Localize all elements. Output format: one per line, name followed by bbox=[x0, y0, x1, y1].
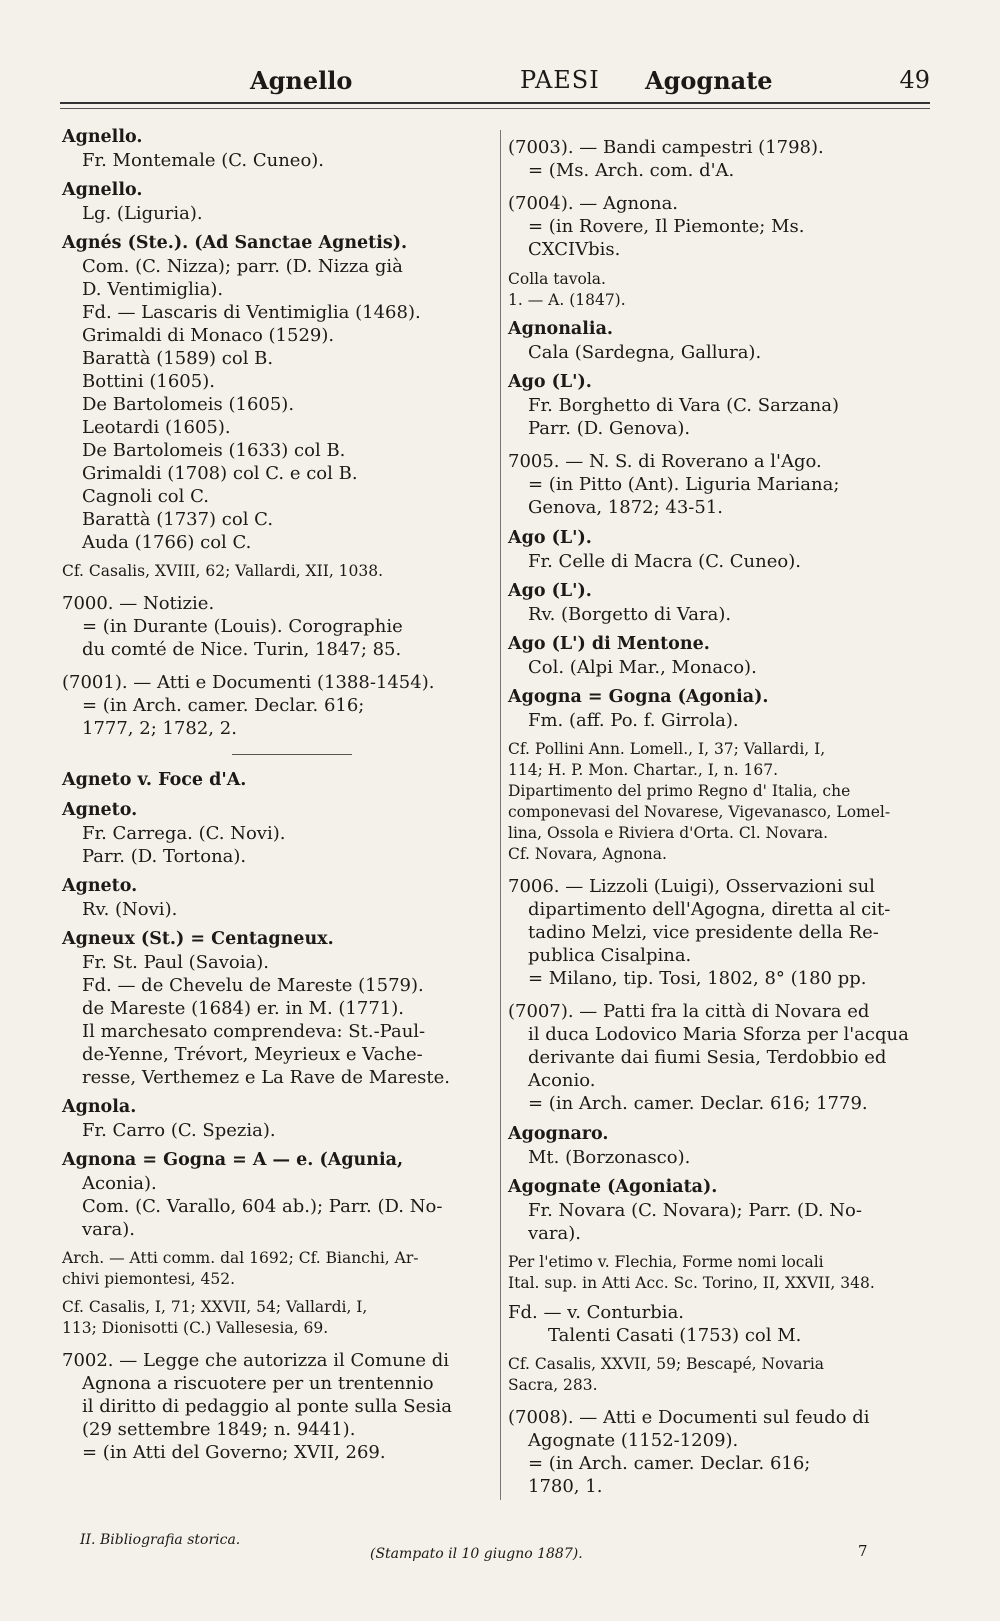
note-line: Arch. — Atti comm. dal 1692; Cf. Bianchi, Ar- bbox=[62, 1249, 419, 1267]
entry bbox=[508, 371, 923, 440]
note-line: Ital. sup. in Atti Acc. Sc. Torino, II, XXVII, 348. bbox=[508, 1274, 875, 1292]
entry-heading: Ago (L'). bbox=[508, 372, 592, 392]
entry-heading: Agognate (Agoniata). bbox=[508, 1177, 718, 1197]
bibliography-line: Agnona a riscuotere per un trentennio bbox=[82, 1373, 434, 1394]
entry bbox=[508, 1406, 923, 1498]
bibliography-line: Agognate (1152-1209). bbox=[528, 1430, 739, 1451]
entry-heading: Agneto v. Foce d'A. bbox=[62, 770, 247, 790]
bibliography-line: (29 settembre 1849; n. 9441). bbox=[82, 1419, 356, 1440]
entry bbox=[508, 318, 923, 364]
entry-line: Fm. (aff. Po. f. Girrola). bbox=[528, 710, 739, 731]
entry-line: Auda (1766) col C. bbox=[82, 532, 252, 553]
entry-line: Fd. — Lascaris di Ventimiglia (1468). bbox=[82, 302, 421, 323]
entry-line: Com. (C. Varallo, 604 ab.); Parr. (D. No- bbox=[82, 1196, 443, 1217]
entry-line: Mt. (Borzonasco). bbox=[528, 1147, 691, 1168]
note-line: Cf. Casalis, I, 71; XXVII, 54; Vallardi, I, bbox=[62, 1298, 368, 1316]
entry-heading: Agnona = Gogna = A — e. (Agunia, bbox=[62, 1150, 404, 1170]
bibliography-line: il duca Lodovico Maria Sforza per l'acqua bbox=[528, 1024, 909, 1045]
entry bbox=[62, 799, 477, 868]
bibliography-number: (7007). — Patti fra la città di Novara ed bbox=[508, 1001, 870, 1022]
column-divider bbox=[500, 130, 501, 1500]
entry bbox=[62, 1248, 477, 1290]
entry bbox=[62, 1297, 477, 1339]
entry bbox=[508, 686, 923, 732]
header-left-term: Agnello bbox=[250, 66, 353, 95]
note-line: Sacra, 283. bbox=[508, 1376, 598, 1394]
bibliography-line: dipartimento dell'Agogna, diretta al cit- bbox=[528, 899, 891, 920]
page-number: 49 bbox=[899, 66, 930, 94]
bibliography-line: = (in Durante (Louis). Corographie bbox=[82, 616, 403, 637]
footer-signature: II. Bibliografia storica. bbox=[80, 1532, 241, 1548]
entry bbox=[62, 769, 477, 792]
entry bbox=[62, 1349, 477, 1464]
entry bbox=[508, 1301, 923, 1347]
bibliography-line: = (in Rovere, Il Piemonte; Ms. bbox=[528, 216, 805, 237]
entry-line: de Mareste (1684) er. in M. (1771). bbox=[82, 998, 404, 1019]
bibliography-line: = (in Arch. camer. Declar. 616; bbox=[82, 695, 365, 716]
entry-line: Cagnoli col C. bbox=[82, 486, 209, 507]
header-rule-thin bbox=[60, 108, 930, 109]
entry-heading: Ago (L'). bbox=[508, 581, 592, 601]
entry bbox=[508, 450, 923, 519]
entry bbox=[62, 671, 477, 740]
entry-line: vara). bbox=[528, 1223, 581, 1244]
bibliography-line: tadino Melzi, vice presidente della Re- bbox=[528, 922, 879, 943]
entry bbox=[62, 126, 477, 172]
entry-line: Parr. (D. Genova). bbox=[528, 418, 691, 439]
entry-line: vara). bbox=[82, 1219, 135, 1240]
bibliography-line: = (in Pitto (Ant). Liguria Mariana; bbox=[528, 474, 840, 495]
bibliography-number: (7008). — Atti e Documenti sul feudo di bbox=[508, 1407, 870, 1428]
entry-heading: Agnello. bbox=[62, 127, 143, 147]
entry-line: Fd. — v. Conturbia. bbox=[508, 1302, 685, 1323]
bibliography-number: (7001). — Atti e Documenti (1388-1454). bbox=[62, 672, 435, 693]
entry-heading: Agnola. bbox=[62, 1097, 137, 1117]
entry bbox=[508, 1354, 923, 1396]
bibliography-number: (7003). — Bandi campestri (1798). bbox=[508, 137, 824, 158]
bibliography-line: du comté de Nice. Turin, 1847; 85. bbox=[82, 639, 402, 660]
entry-heading: Agnello. bbox=[62, 180, 143, 200]
bibliography-line: derivante dai fiumi Sesia, Terdobbio ed bbox=[528, 1047, 887, 1068]
entry-line: D. Ventimiglia). bbox=[82, 279, 224, 300]
bibliography-line: = (in Arch. camer. Declar. 616; bbox=[528, 1453, 811, 1474]
entry bbox=[508, 1000, 923, 1115]
bibliography-line: il diritto di pedaggio al ponte sulla Sesia bbox=[82, 1396, 452, 1417]
bibliography-line: = (in Arch. camer. Declar. 616; 1779. bbox=[528, 1093, 868, 1114]
header-section-title: PAESI bbox=[520, 66, 600, 94]
note-line: Per l'etimo v. Flechia, Forme nomi locali bbox=[508, 1253, 824, 1271]
entry-line: Grimaldi (1708) col C. e col B. bbox=[82, 463, 358, 484]
bibliography-line: publica Cisalpina. bbox=[528, 945, 692, 966]
note-line: 113; Dionisotti (C.) Vallesesia, 69. bbox=[62, 1319, 329, 1337]
entry-line: Fr. Borghetto di Vara (C. Sarzana) bbox=[528, 395, 839, 416]
bibliography-number: 7000. — Notizie. bbox=[62, 593, 215, 614]
entry bbox=[62, 561, 477, 582]
left-column bbox=[62, 126, 477, 1472]
entry bbox=[508, 875, 923, 990]
bibliography-number: 7005. — N. S. di Roverano a l'Ago. bbox=[508, 451, 822, 472]
note-line: lina, Ossola e Riviera d'Orta. Cl. Novara. bbox=[508, 824, 829, 842]
entry-heading: Ago (L') di Mentone. bbox=[508, 634, 710, 654]
entry-line: resse, Verthemez e La Rave de Mareste. bbox=[82, 1067, 451, 1088]
note-line: 1. — A. (1847). bbox=[508, 291, 626, 309]
entry-line: Fr. Carro (C. Spezia). bbox=[82, 1120, 276, 1141]
entry-line: Grimaldi di Monaco (1529). bbox=[82, 325, 335, 346]
entry-heading: Ago (L'). bbox=[508, 528, 592, 548]
entry-line: Fd. — de Chevelu de Mareste (1579). bbox=[82, 975, 424, 996]
entry-line: Rv. (Borgetto di Vara). bbox=[528, 604, 732, 625]
bibliography-number: 7006. — Lizzoli (Luigi), Osservazioni sul bbox=[508, 876, 875, 897]
entry-heading: Agogna = Gogna (Agonia). bbox=[508, 687, 769, 707]
entry-line: Talenti Casati (1753) col M. bbox=[548, 1325, 802, 1346]
entry-line: Il marchesato comprendeva: St.-Paul- bbox=[82, 1021, 426, 1042]
entry bbox=[62, 928, 477, 1089]
entry-line: Com. (C. Nizza); parr. (D. Nizza già bbox=[82, 256, 403, 277]
entry-line: Lg. (Liguria). bbox=[82, 203, 203, 224]
entry bbox=[62, 1149, 477, 1241]
entry-line: De Bartolomeis (1633) col B. bbox=[82, 440, 346, 461]
entry-line: Col. (Alpi Mar., Monaco). bbox=[528, 657, 757, 678]
bibliography-number: (7004). — Agnona. bbox=[508, 193, 679, 214]
entry bbox=[62, 1096, 477, 1142]
footer-print-date: (Stampato il 10 giugno 1887). bbox=[370, 1546, 583, 1562]
entry bbox=[62, 232, 477, 554]
entry-line: Bottini (1605). bbox=[82, 371, 215, 392]
entry bbox=[508, 192, 923, 261]
entry-heading: Agneto. bbox=[62, 876, 138, 896]
entry-heading: Agneto. bbox=[62, 800, 138, 820]
entry-heading: Agnés (Ste.). (Ad Sanctae Agnetis). bbox=[62, 233, 408, 253]
bibliography-line: CXCIVbis. bbox=[528, 239, 621, 260]
entry bbox=[508, 269, 923, 311]
entry-line: de-Yenne, Trévort, Meyrieux e Vache- bbox=[82, 1044, 423, 1065]
header-rule bbox=[60, 102, 930, 104]
entry-line: Rv. (Novi). bbox=[82, 899, 178, 920]
entry-line: De Bartolomeis (1605). bbox=[82, 394, 295, 415]
bibliography-line: = (in Atti del Governo; XVII, 269. bbox=[82, 1442, 386, 1463]
note-line: Colla tavola. bbox=[508, 270, 606, 288]
entry bbox=[62, 592, 477, 661]
bibliography-line: = (Ms. Arch. com. d'A. bbox=[528, 160, 735, 181]
footer-sheet-number: 7 bbox=[858, 1542, 868, 1560]
entry bbox=[508, 739, 923, 865]
note-line: 114; H. P. Mon. Chartar., I, n. 167. bbox=[508, 761, 779, 779]
entry-line: Cala (Sardegna, Gallura). bbox=[528, 342, 762, 363]
entry-line: Fr. St. Paul (Savoia). bbox=[82, 952, 269, 973]
header-right-term: Agognate bbox=[645, 66, 773, 95]
entry bbox=[62, 179, 477, 225]
note-line: chivi piemontesi, 452. bbox=[62, 1270, 236, 1288]
entry bbox=[508, 633, 923, 679]
entry bbox=[508, 1176, 923, 1245]
entry bbox=[508, 1252, 923, 1294]
cross-reference: Cf. Casalis, XVIII, 62; Vallardi, XII, 1038. bbox=[62, 562, 384, 580]
entry-line: Fr. Celle di Macra (C. Cuneo). bbox=[528, 551, 801, 572]
bibliography-line: = Milano, tip. Tosi, 1802, 8° (180 pp. bbox=[528, 968, 867, 989]
bibliography-line: Aconio. bbox=[528, 1070, 596, 1091]
bibliography-line: 1780, 1. bbox=[528, 1476, 603, 1497]
entry-heading: Agognaro. bbox=[508, 1124, 609, 1144]
entry-line: Fr. Novara (C. Novara); Parr. (D. No- bbox=[528, 1200, 862, 1221]
entry-line: Fr. Carrega. (C. Novi). bbox=[82, 823, 286, 844]
entry-line: Barattà (1589) col B. bbox=[82, 348, 274, 369]
entry bbox=[508, 1123, 923, 1169]
entry-line: Leotardi (1605). bbox=[82, 417, 231, 438]
note-line: Cf. Novara, Agnona. bbox=[508, 845, 667, 863]
entry bbox=[508, 527, 923, 573]
entry bbox=[62, 875, 477, 921]
entry-heading: Agneux (St.) = Centagneux. bbox=[62, 929, 334, 949]
section-separator bbox=[232, 754, 352, 755]
note-line: Dipartimento del primo Regno d' Italia, che bbox=[508, 782, 851, 800]
right-column bbox=[508, 126, 923, 1506]
running-header bbox=[60, 60, 930, 104]
entry-line: Fr. Montemale (C. Cuneo). bbox=[82, 150, 325, 171]
note-line: Cf. Casalis, XXVII, 59; Bescapé, Novaria bbox=[508, 1355, 825, 1373]
note-line: componevasi del Novarese, Vigevanasco, Lomel- bbox=[508, 803, 891, 821]
bibliography-line: 1777, 2; 1782, 2. bbox=[82, 718, 237, 739]
bibliography-line: Genova, 1872; 43-51. bbox=[528, 497, 724, 518]
entry bbox=[508, 136, 923, 182]
entry bbox=[508, 580, 923, 626]
entry-heading: Agnonalia. bbox=[508, 319, 613, 339]
entry-line: Barattà (1737) col C. bbox=[82, 509, 274, 530]
entry-line: Parr. (D. Tortona). bbox=[82, 846, 247, 867]
bibliography-number: 7002. — Legge che autorizza il Comune di bbox=[62, 1350, 449, 1371]
entry-line: Aconia). bbox=[82, 1173, 157, 1194]
note-line: Cf. Pollini Ann. Lomell., I, 37; Vallardi, I, bbox=[508, 740, 826, 758]
